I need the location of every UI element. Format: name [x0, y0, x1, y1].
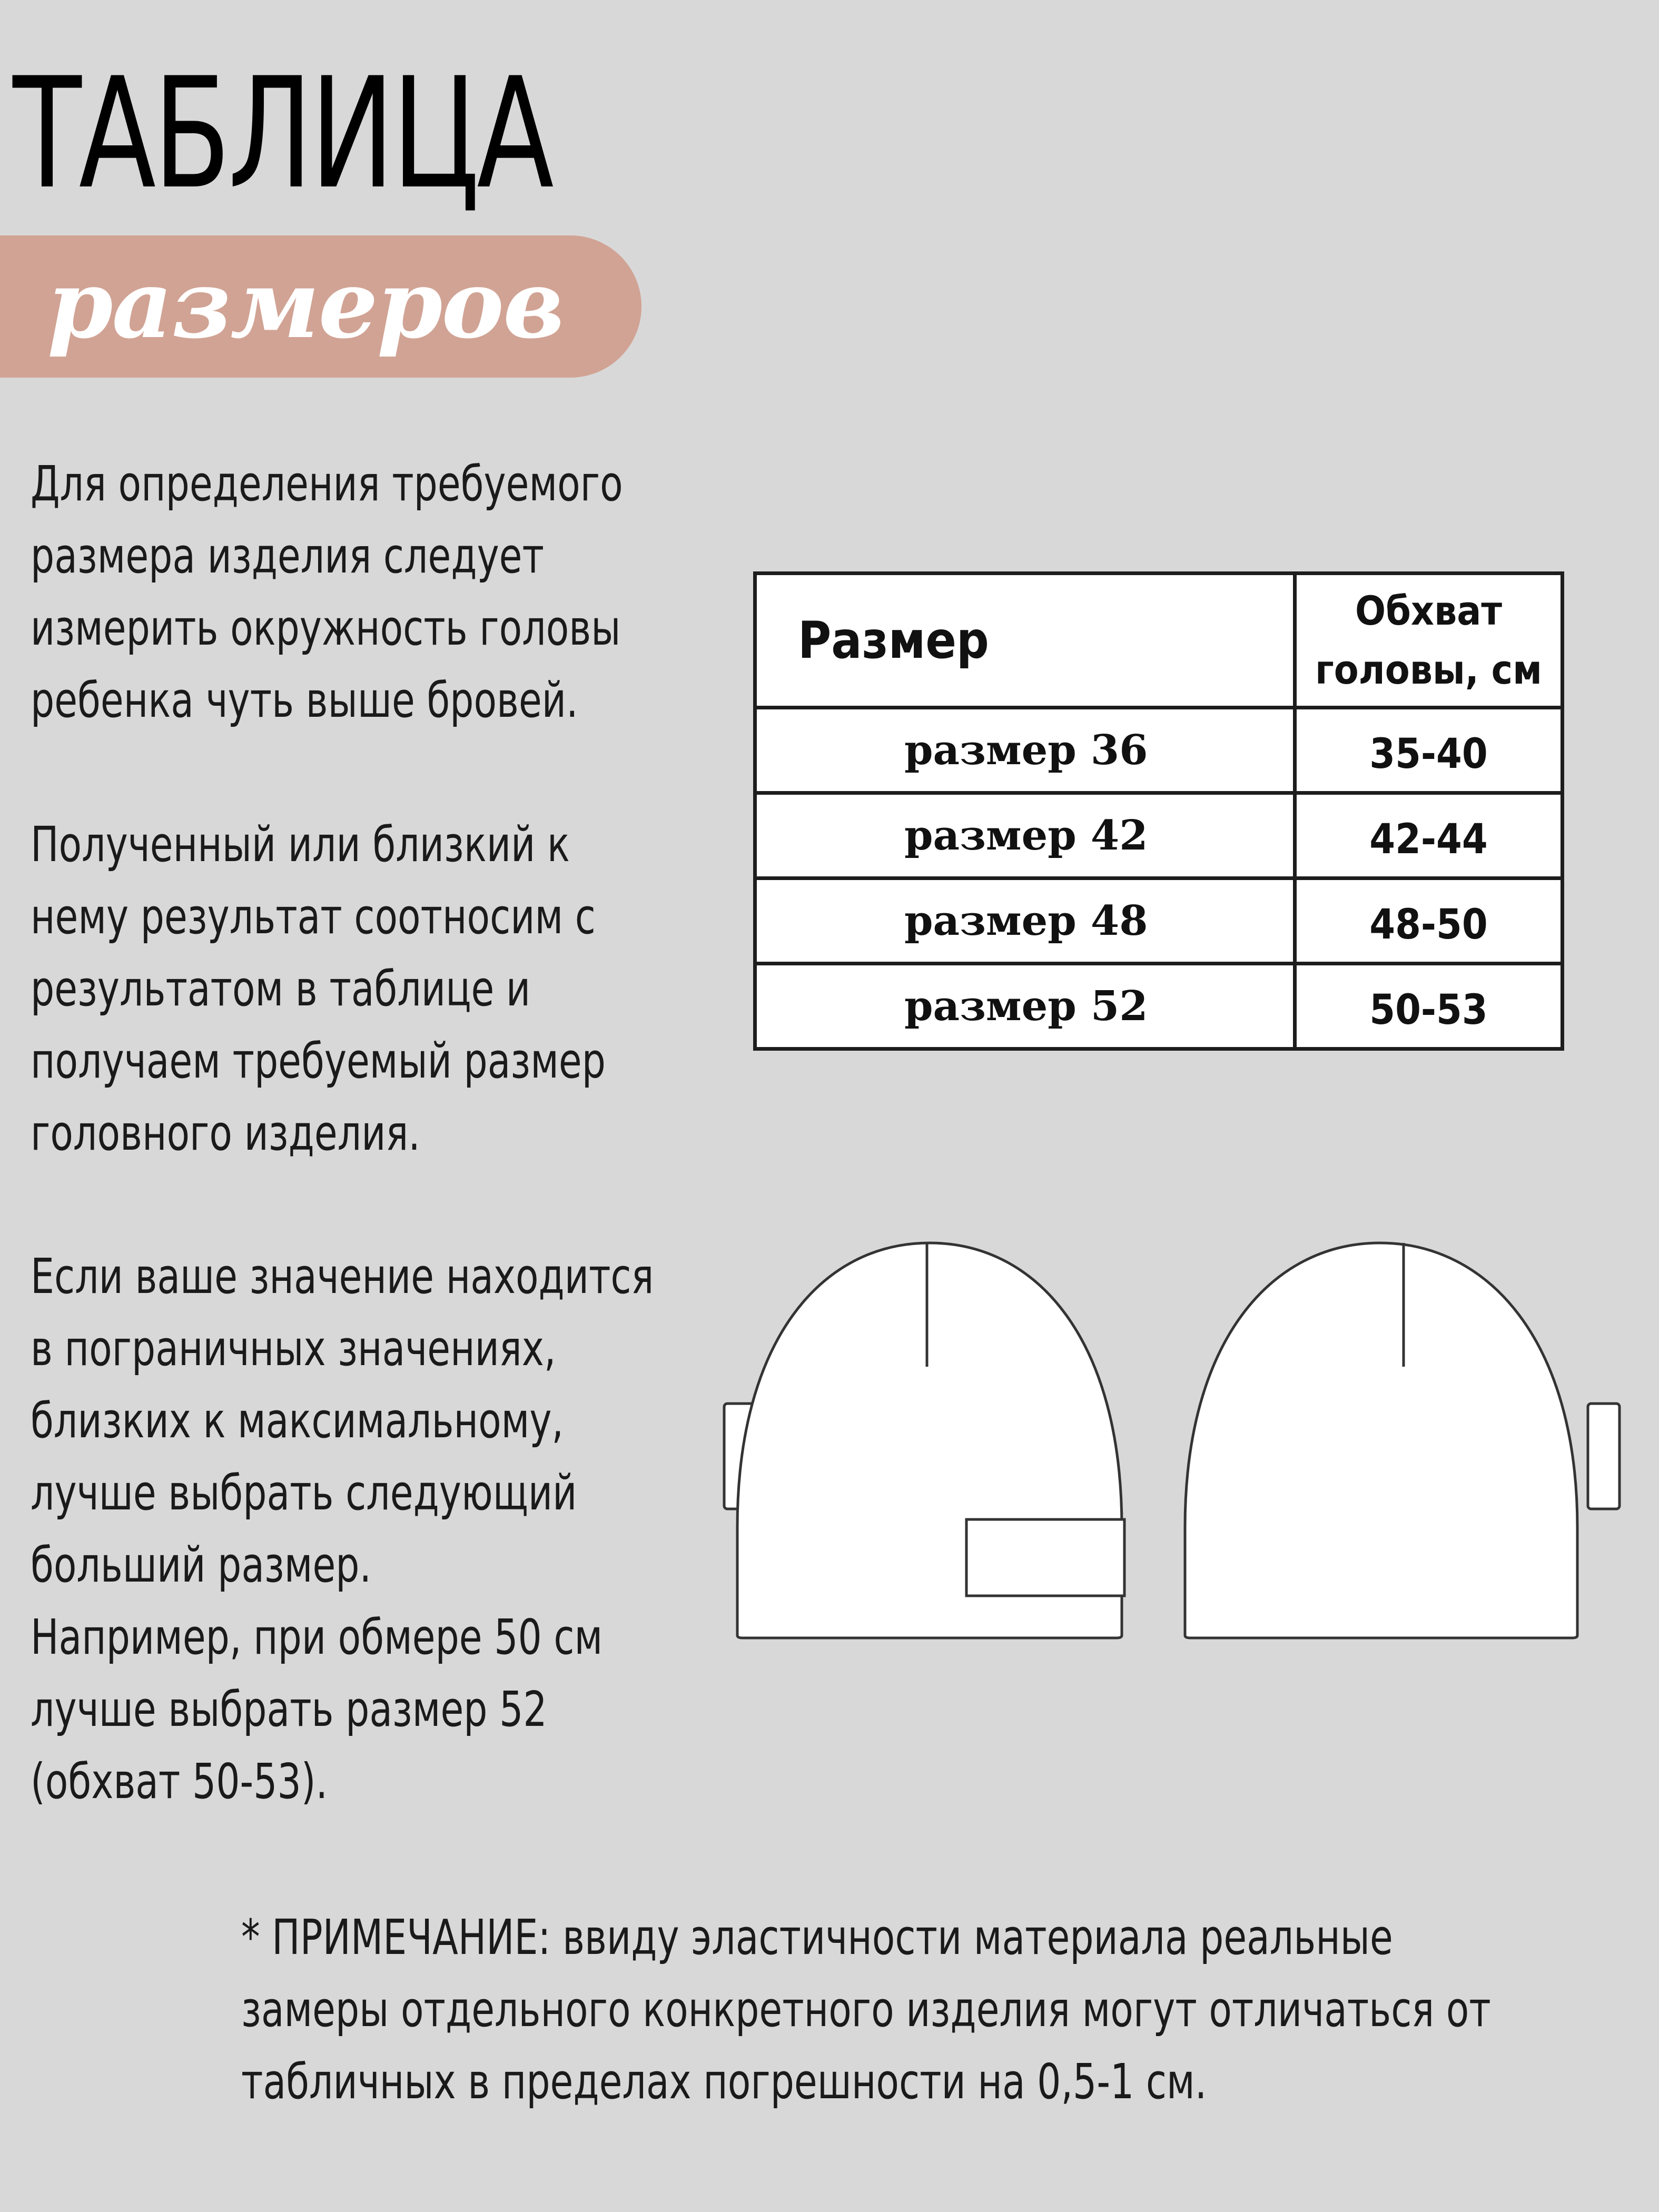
table-row — [755, 964, 1563, 1049]
table-row — [755, 878, 1563, 964]
size-cell: размер 48 — [755, 878, 1295, 964]
text-line: замеры отдельного конкретного изделия могут отличаться от — [241, 1981, 1491, 2038]
size-cell: размер 52 — [755, 964, 1295, 1049]
table-row — [755, 708, 1563, 793]
instruction-paragraph-1 — [31, 448, 736, 736]
text-line: ребенка чуть выше бровей. — [31, 672, 578, 728]
text-line: в пограничных значениях, — [31, 1320, 556, 1377]
footnote — [241, 1901, 1659, 2118]
subtitle: размеров — [47, 249, 564, 359]
text-line: Полученный или близкий к — [31, 816, 570, 873]
girth-cell: 50-53 — [1295, 964, 1563, 1049]
table-header-row — [755, 574, 1563, 708]
instruction-paragraph-2 — [31, 808, 736, 1169]
text-line: Для определения требуемого — [31, 456, 623, 512]
text-line: близких к максимальному, — [31, 1393, 564, 1449]
text-line: результатом в таблице и — [31, 961, 531, 1017]
text-line: получаем требуемый размер — [31, 1033, 606, 1089]
text-line: измерить окружность головы — [31, 600, 621, 656]
text-line: лучше выбрать размер 52 — [31, 1681, 547, 1737]
header-girth — [1295, 574, 1563, 708]
hat-illustration — [722, 1235, 1648, 1646]
girth-cell: 35-40 — [1295, 708, 1563, 793]
text-line: табличных в пределах погрешности на 0,5-1 см. — [241, 2053, 1207, 2110]
text-line: Например, при обмере 50 см — [31, 1609, 603, 1665]
text-line: головного изделия. — [31, 1105, 420, 1161]
text-line: Если ваше значение находится — [31, 1248, 654, 1305]
text-line: больший размер. — [31, 1537, 372, 1593]
girth-cell: 48-50 — [1295, 878, 1563, 964]
text-line: лучше выбрать следующий — [31, 1465, 577, 1521]
size-table — [753, 571, 1564, 1051]
girth-cell: 42-44 — [1295, 793, 1563, 878]
hat-back-icon — [1185, 1243, 1619, 1638]
text-line: * ПРИМЕЧАНИЕ: ввиду эластичности материала реальные — [241, 1909, 1393, 1966]
table-row — [755, 793, 1563, 878]
text-line: (обхват 50-53). — [31, 1753, 328, 1810]
instruction-paragraph-3 — [31, 1240, 736, 1818]
text-line: размера изделия следует — [31, 528, 544, 584]
header-girth-line1: Обхват — [1355, 587, 1502, 634]
hat-front-icon — [724, 1243, 1124, 1638]
page-title: ТАБЛИЦА — [13, 45, 551, 223]
size-cell: размер 36 — [755, 708, 1295, 793]
size-cell: размер 42 — [755, 793, 1295, 878]
text-line: нему результат соотносим с — [31, 888, 596, 945]
subtitle-banner — [0, 235, 641, 378]
header-girth-line2: головы, см — [1315, 646, 1543, 693]
header-size: Размер — [755, 574, 1295, 708]
